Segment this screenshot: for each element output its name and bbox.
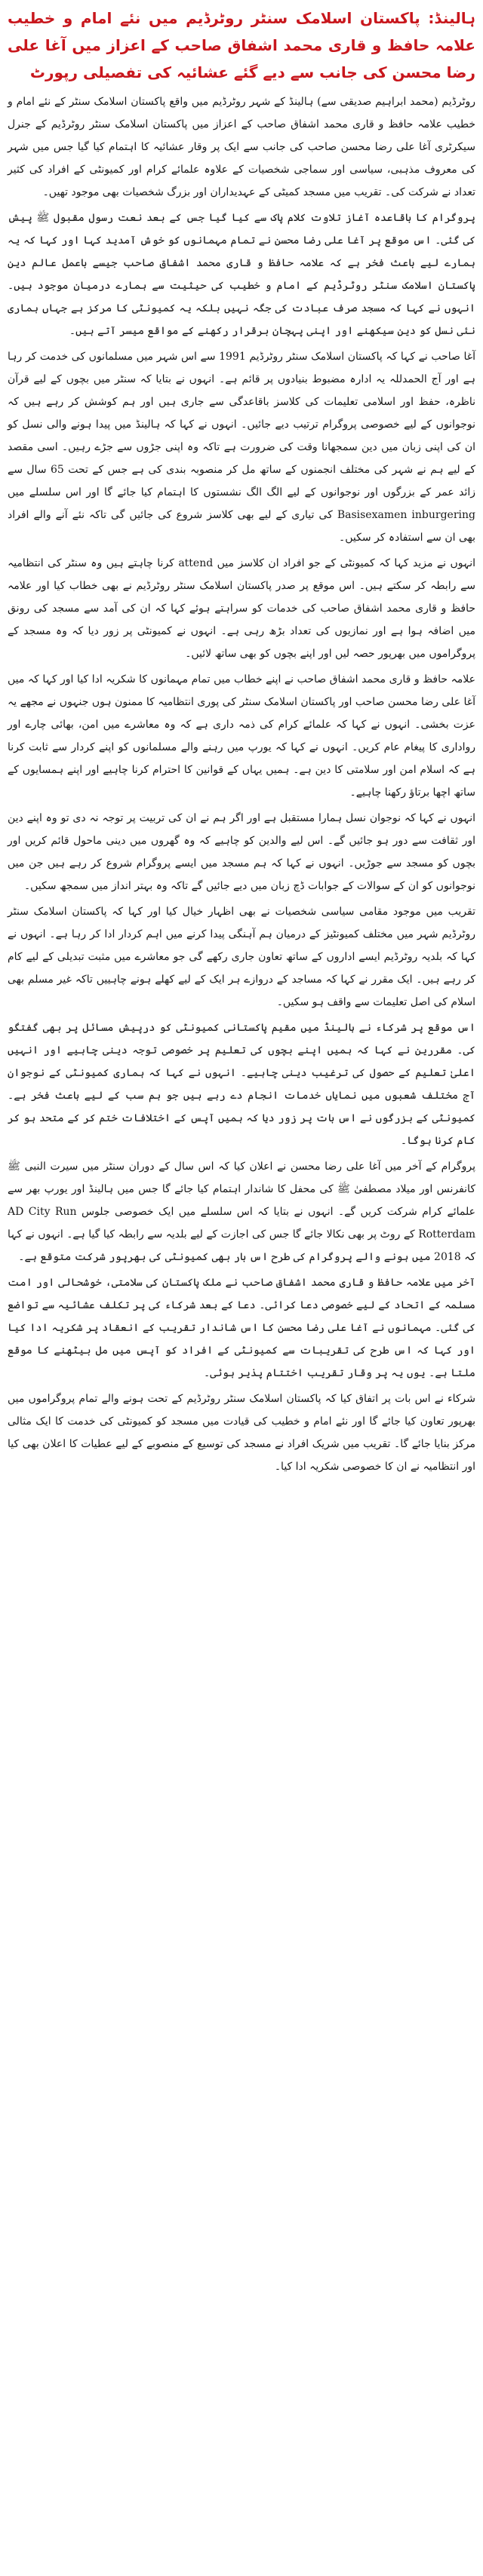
article-paragraph: اس موقع پر شرکاء نے ہالینڈ میں مقیم پاکستانی کمیونٹی کو درپیش مسائل پر بھی گفتگو کی۔ مقررین نے کہا کہ ہمیں اپنے بچوں کی تعلیم پر خصوصی توجہ دینی چاہیے اور انہیں اعلیٰ تعلیم کے حصول کی ترغیب دینی چاہیے۔ انہوں نے کہا کہ ہماری کمیونٹی کے نوجوان آج مختلف شعبوں میں نمایاں خدمات انجام دے رہے ہیں جو ہم سب کے لیے باعث فخر ہے۔ کمیونٹی کے بزرگوں نے اس بات پر زور دیا کہ ہمیں آپس کے اختلافات ختم کر کے متحد ہو کر کام کرنا ہوگا۔	[8, 1022, 475, 1147]
article-paragraph: انہوں نے کہا کہ نوجوان نسل ہمارا مستقبل ہے اور اگر ہم نے ان کی تربیت پر توجہ نہ دی تو وہ اپنے دین اور ثقافت سے دور ہو جائیں گے۔ اس لیے والدین کو چاہیے کہ وہ گھروں میں دینی ماحول قائم کریں اور بچوں کو مسجد سے جوڑیں۔ انہوں نے کہا کہ ہم مسجد میں ایسے پروگرام شروع کر رہے ہیں جن میں نوجوانوں کو ان کے سوالات کے جوابات ڈچ زبان میں دیے جائیں گے تاکہ وہ بہتر انداز میں سمجھ سکیں۔	[8, 812, 475, 892]
article-paragraph: آغا صاحب نے کہا کہ پاکستان اسلامک سنٹر روٹرڈیم 1991 سے اس شہر میں مسلمانوں کی خدمت کر رہا ہے اور آج الحمدللہ یہ ادارہ مضبوط بنیادوں پر قائم ہے۔ انہوں نے بتایا کہ سنٹر میں بچوں کے لیے قرآن ناظرہ، حفظ اور اسلامی تعلیمات کی کلاسز باقاعدگی سے جاری ہیں اور ہم کوشش کر رہے ہیں کہ نوجوانوں کے لیے خصوصی پروگرام ترتیب دیے جائیں۔ انہوں نے کہا کہ ہالینڈ میں پیدا ہونے والی نسل کو ان کی اپنی زبان میں دین سمجھانا وقت کی ضرورت ہے تاکہ وہ اپنی جڑوں سے جڑے رہیں۔ اسی مقصد کے لیے ہم نے شہر کی مختلف انجمنوں کے ساتھ مل کر منصوبہ بندی کی ہے جس کے تحت 65 سال سے زائد عمر کے بزرگوں اور نوجوانوں کے لیے الگ الگ نشستوں کا اہتمام کیا جائے گا اور اس سلسلے میں Basisexamen inburgering کی تیاری کے لیے بھی کلاسز شروع کی جائیں گی تاکہ نئے آنے والے افراد بھی ان سے استفادہ کر سکیں۔	[8, 351, 475, 544]
article-paragraph: علامہ حافظ و قاری محمد اشفاق صاحب نے اپنے خطاب میں تمام مہمانوں کا شکریہ ادا کیا اور کہا کہ میں آغا علی رضا محسن صاحب اور پاکستان اسلامک سنٹر کی پوری انتظامیہ کا ممنون ہوں جنہوں نے مجھے یہ عزت بخشی۔ انہوں نے کہا کہ علمائے کرام کی ذمہ داری ہے کہ وہ معاشرے میں امن، بھائی چارے اور رواداری کا پیغام عام کریں۔ انہوں نے کہا کہ یورپ میں رہنے والے مسلمانوں کو اپنے کردار سے ثابت کرنا ہے کہ اسلام امن اور سلامتی کا دین ہے۔ ہمیں یہاں کے قوانین کا احترام کرنا چاہیے اور اپنے ہمسایوں کے ساتھ اچھا برتاؤ رکھنا چاہیے۔	[8, 673, 475, 799]
article-paragraph: روٹرڈیم (محمد ابراہیم صدیقی سے) ہالینڈ کے شہر روٹرڈیم میں واقع پاکستان اسلامک سنٹر کے نئے امام و خطیب علامہ حافظ و قاری محمد اشفاق صاحب کے اعزاز میں پاکستان اسلامک سنٹر روٹرڈیم کے جنرل سیکرٹری آغا علی رضا محسن صاحب کی جانب سے ایک پر وقار عشائیہ کا اہتمام کیا گیا جس میں شہر کی معروف مذہبی، سیاسی اور سماجی شخصیات کے علاوہ علمائے کرام اور کمیونٹی کے افراد کی کثیر تعداد نے شرکت کی۔ تقریب میں مسجد کمیٹی کے عہدیداران اور بزرگ شخصیات بھی موجود تھیں۔	[8, 96, 475, 198]
article-paragraph: انہوں نے مزید کہا کہ کمیونٹی کے جو افراد ان کلاسز میں attend کرنا چاہتے ہیں وہ سنٹر کی انتظامیہ سے رابطہ کر سکتے ہیں۔ اس موقع پر صدر پاکستان اسلامک سنٹر روٹرڈیم نے بھی خطاب کیا اور علامہ حافظ و قاری محمد اشفاق صاحب کی خدمات کو سراہتے ہوئے کہا کہ ان کی آمد سے مسجد کی رونق میں اضافہ ہوا ہے اور نمازیوں کی تعداد بڑھ رہی ہے۔ انہوں نے کمیونٹی پر زور دیا کہ وہ مسجد کے پروگراموں میں بھرپور حصہ لیں اور اپنے بچوں کو بھی ساتھ لائیں۔	[8, 557, 475, 660]
article-body	[8, 90, 475, 1478]
article-paragraph: آخر میں علامہ حافظ و قاری محمد اشفاق صاحب نے ملک پاکستان کی سلامتی، خوشحالی اور امت مسلمہ کے اتحاد کے لیے خصوصی دعا کرائی۔ دعا کے بعد شرکاء کی پر تکلف عشائیہ سے تواضع کی گئی۔ مہمانوں نے آغا علی رضا محسن کا اس شاندار تقریب کے انعقاد پر شکریہ ادا کیا اور کہا کہ اس طرح کی تقریبات سے کمیونٹی کے افراد کو آپس میں مل بیٹھنے کا موقع ملتا ہے۔ یوں یہ پر وقار تقریب اختتام پذیر ہوئی۔	[8, 1277, 475, 1379]
article-paragraph: پروگرام کے آخر میں آغا علی رضا محسن نے اعلان کیا کہ اس سال کے دوران سنٹر میں سیرت النبی ﷺ کانفرنس اور میلاد مصطفیٰ ﷺ کی محفل کا شاندار اہتمام کیا جائے گا جس میں ہالینڈ اور یورپ بھر سے علمائے کرام شرکت کریں گے۔ انہوں نے بتایا کہ اس سلسلے میں ایک خصوصی جلوس AD City Run Rotterdam کے روٹ پر بھی نکالا جائے گا جس کی اجازت کے لیے بلدیہ سے رابطہ کیا گیا ہے۔ انہوں نے کہا کہ 2018 میں ہونے والے پروگرام کی طرح اس بار بھی کمیونٹی کی بھرپور شرکت متوقع ہے۔	[8, 1161, 475, 1263]
article-paragraph: شرکاء نے اس بات پر اتفاق کیا کہ پاکستان اسلامک سنٹر روٹرڈیم کے تحت ہونے والے تمام پروگراموں میں بھرپور تعاون کیا جائے گا اور نئے امام و خطیب کی قیادت میں مسجد کو کمیونٹی کی خدمت کا ایک مثالی مرکز بنایا جائے گا۔ تقریب میں شریک افراد نے مسجد کی توسیع کے منصوبے کے لیے عطیات کا اعلان بھی کیا اور انتظامیہ نے ان کا خصوصی شکریہ ادا کیا۔	[8, 1393, 475, 1473]
article-paragraph: تقریب میں موجود مقامی سیاسی شخصیات نے بھی اظہار خیال کیا اور کہا کہ پاکستان اسلامک سنٹر روٹرڈیم شہر میں مختلف کمیونٹیز کے درمیان ہم آہنگی پیدا کرنے میں اہم کردار ادا کر رہا ہے۔ انہوں نے کہا کہ بلدیہ روٹرڈیم ایسے اداروں کے ساتھ تعاون جاری رکھے گی جو معاشرے میں مثبت تبدیلی کے لیے کام کر رہے ہیں۔ ایک مقرر نے کہا کہ مساجد کے دروازے ہر ایک کے لیے کھلے ہونے چاہییں تاکہ غیر مسلم بھی اسلام کی اصل تعلیمات سے واقف ہو سکیں۔	[8, 906, 475, 1008]
article-headline: ہالینڈ: پاکستان اسلامک سنٹر روٹرڈیم میں نئے امام و خطیب علامہ حافظ و قاری محمد اشفاق صاحب کے اعزاز میں آغا علی رضا محسن کی جانب سے دیے گئے عشائیہ کی تفصیلی رپورٹ	[8, 9, 475, 81]
article-paragraph: پروگرام کا باقاعدہ آغاز تلاوت کلام پاک سے کیا گیا جس کے بعد نعت رسول مقبول ﷺ پیش کی گئی۔ اس موقع پر آغا علی رضا محسن نے تمام مہمانوں کو خوش آمدید کہا اور کہا کہ یہ ہمارے لیے باعث فخر ہے کہ علامہ حافظ و قاری محمد اشفاق صاحب جیسے باعمل عالم دین پاکستان اسلامک سنٹر روٹرڈیم کے امام و خطیب کی حیثیت سے ہمارے درمیان موجود ہیں۔ انہوں نے کہا کہ مسجد صرف عبادت کی جگہ نہیں بلکہ یہ کمیونٹی کا مرکز ہے جہاں ہماری نئی نسل کو دین سیکھنے اور اپنی پہچان برقرار رکھنے کے مواقع میسر آتے ہیں۔	[8, 212, 475, 337]
